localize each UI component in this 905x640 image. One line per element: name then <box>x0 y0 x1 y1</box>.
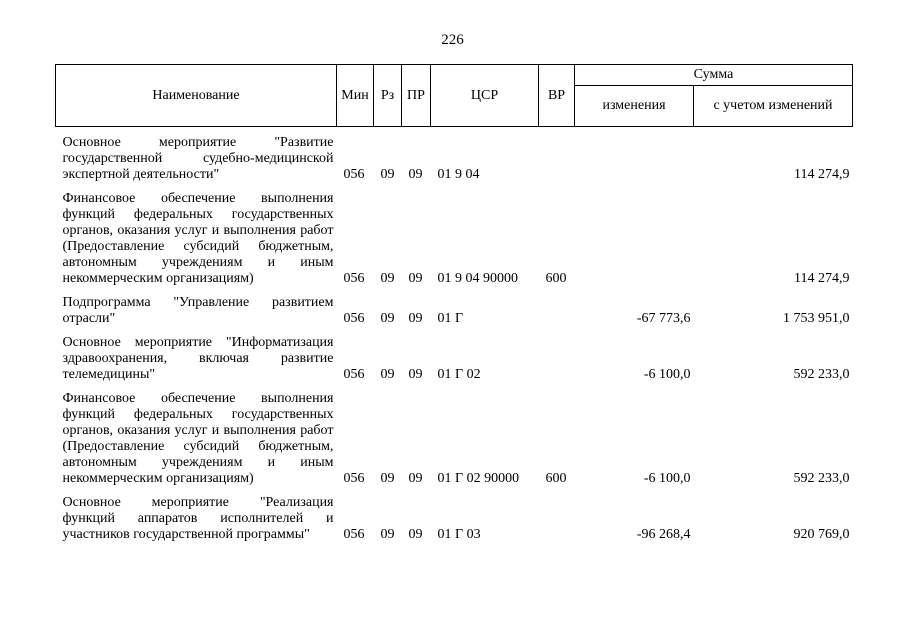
row-name: Основное мероприятие "Реализация функций аппаратов исполнителей и участников государственной программы" <box>62 495 334 542</box>
row-vr <box>539 295 575 327</box>
row-name: Основное мероприятие "Развитие государственной судебно-медицинской экспертной деятельности" <box>62 135 334 182</box>
row-name: Финансовое обеспечение выполнения функций федеральных государственных органов, оказания услуг и выполнения работ (Предоставление субсидий бюджетным, автономным учреждениям и иным некоммерческим организациям) <box>62 391 334 486</box>
header-changes: изменения <box>575 86 694 127</box>
header-rz: Рз <box>374 65 402 127</box>
row-csr: 01 Г <box>437 311 464 326</box>
row-csr: 01 Г 02 <box>437 367 481 382</box>
row-total: 114 274,9 <box>794 271 850 286</box>
table-row <box>56 335 853 383</box>
header-name: Наименование <box>56 65 337 127</box>
table-body <box>56 127 853 544</box>
header-min: Мин <box>337 65 374 127</box>
row-name: Финансовое обеспечение выполнения функций федеральных государственных органов, оказания услуг и выполнения работ (Предоставление субсидий бюджетным, автономным учреждениям и иным некоммерческим организациям) <box>62 191 334 286</box>
row-pr: 09 <box>408 527 423 542</box>
row-changes <box>575 191 694 287</box>
row-changes: -6 100,0 <box>643 471 691 486</box>
row-rz: 09 <box>380 167 395 182</box>
row-vr: 600 <box>545 471 567 486</box>
page-number: 226 <box>441 32 464 48</box>
row-pr: 09 <box>408 311 423 326</box>
table-row <box>56 391 853 487</box>
row-min: 056 <box>343 167 365 182</box>
row-pr: 09 <box>408 271 423 286</box>
row-total: 920 769,0 <box>793 527 850 542</box>
table-row <box>56 135 853 183</box>
row-pr: 09 <box>408 367 423 382</box>
row-name: Подпрограмма "Управление развитием отрасли" <box>62 295 334 326</box>
row-vr <box>539 135 575 183</box>
row-changes <box>575 135 694 183</box>
row-pr: 09 <box>408 471 423 486</box>
row-total: 592 233,0 <box>793 367 850 382</box>
row-csr: 01 9 04 <box>437 167 480 182</box>
row-csr: 01 Г 03 <box>437 527 481 542</box>
row-min: 056 <box>343 367 365 382</box>
row-rz: 09 <box>380 471 395 486</box>
row-vr: 600 <box>545 271 567 286</box>
row-min: 056 <box>343 527 365 542</box>
row-changes: -6 100,0 <box>643 367 691 382</box>
row-rz: 09 <box>380 311 395 326</box>
table-row <box>56 191 853 287</box>
row-vr <box>539 495 575 543</box>
row-csr: 01 Г 02 90000 <box>437 471 520 486</box>
header-vr: ВР <box>539 65 575 127</box>
row-vr <box>539 335 575 383</box>
row-rz: 09 <box>380 527 395 542</box>
header-pr: ПР <box>402 65 431 127</box>
row-name: Основное мероприятие "Информатизация здравоохранения, включая развитие телемедицины" <box>62 335 334 382</box>
header-sum: Сумма <box>575 65 853 86</box>
row-total: 114 274,9 <box>794 167 850 182</box>
table-header <box>56 65 853 127</box>
header-csr: ЦСР <box>431 65 539 127</box>
row-total: 1 753 951,0 <box>783 311 850 326</box>
header-with-changes: с учетом изменений <box>694 86 853 127</box>
row-pr: 09 <box>408 167 423 182</box>
row-min: 056 <box>343 311 365 326</box>
row-csr: 01 9 04 90000 <box>437 271 518 286</box>
row-total: 592 233,0 <box>793 471 850 486</box>
table-row <box>56 295 853 327</box>
row-rz: 09 <box>380 367 395 382</box>
row-changes: -96 268,4 <box>636 527 691 542</box>
row-min: 056 <box>343 271 365 286</box>
row-min: 056 <box>343 471 365 486</box>
budget-table <box>55 64 853 543</box>
row-changes: -67 773,6 <box>636 311 691 326</box>
row-rz: 09 <box>380 271 395 286</box>
table-row <box>56 495 853 543</box>
